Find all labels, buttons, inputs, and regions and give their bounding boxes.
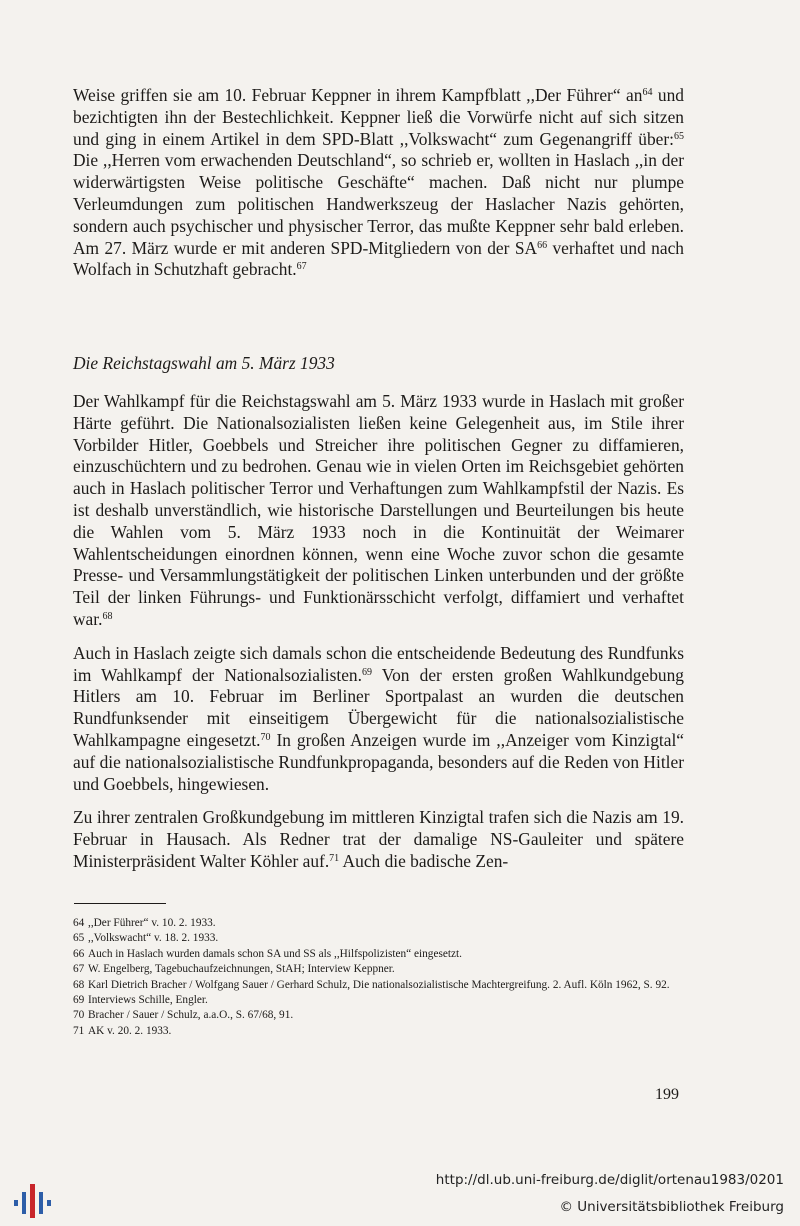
main-text-block-1 [73, 85, 684, 293]
paragraph-3: Auch in Haslach zeigte sich damals schon die entscheidende Bedeutung des Rundfunks im Wahlkampf der Nationalsozialisten.$^{69}$ Von der ersten großen Wahlkundgebung Hitlers am 10. Februar im Berliner Sportpalast an wurden die deutschen Rundfunksender mit einseitigem Übergewicht für die nationalsozialistische Wahlkampagne eingesetzt.$^{70}$ In großen Anzeigen wurde im ,,Anzeiger vom Kinzigtal“ auf die nationalsozialistische Rundfunkpropaganda, besonders auf die Reden von Hitler und Goebbels, hingewiesen. [73, 642, 684, 794]
footnote-68: 68 Karl Dietrich Bracher / Wolfgang Sauer / Gerhard Schulz, Die nationalsozialistische Machtergreifung. 2. Aufl. Köln 1962, S. 92. [73, 978, 670, 991]
main-text-block-2 [73, 391, 684, 885]
footnote-71: 71 AK v. 20. 2. 1933. [73, 1024, 172, 1037]
footnote-ref-65: 65 [674, 130, 684, 142]
footnote-ref-64: 64 [642, 87, 653, 98]
footnotes [73, 916, 685, 1039]
library-logo-icon [10, 1180, 54, 1220]
footnote-69: 69 Interviews Schille, Engler. [73, 994, 208, 1007]
page-number: 199 [655, 1086, 679, 1103]
source-url[interactable]: http://dl.ub.uni-freiburg.de/diglit/ortenau1983/0201 [435, 1172, 784, 1188]
copyright-notice: © Universitätsbibliothek Freiburg [559, 1199, 784, 1215]
footnote-ref-68: 68 [102, 610, 113, 622]
footnote-divider [74, 903, 166, 904]
footnote-66: 66 Auch in Haslach wurden damals schon SA und SS als ,,Hilfspolizisten“ eingesetzt. [73, 947, 462, 960]
footnote-67: 67 W. Engelberg, Tagebuchaufzeichnungen, StAH; Interview Keppner. [73, 963, 395, 976]
footnote-ref-70: 70 [260, 731, 271, 743]
paragraph-2: Der Wahlkampf für die Reichstagswahl am 5. März 1933 wurde in Haslach mit großer Härte geführt. Die Nationalsozialisten ließen keine Gelegenheit aus, im Stile ihrer Vorbilder Hitler, Goebbels und Streicher ihre politischen Gegner zu diffamieren, einzuschüchtern und zu bedrohen. Genau wie in vielen Orten im Reichsgebiet gehörten auch in Haslach politischer Terror und Verhaftungen zum Wahlkampfstil der Nazis. Es ist deshalb unverständlich, wie historische Darstellungen und Beurteilungen bis heute die Wahlen vom 5. März 1933 noch in die Kontinuität der Weimarer Wahlentscheidungen einordnen können, wenn eine Woche zuvor schon die gesamte Presse- und Versammlungstätigkeit der politischen Linken unterbunden und der größte Teil der linken Führungs- und Funktionärsschicht verfolgt, diffamiert und verhaftet war.$^{68}$ [73, 391, 684, 629]
paragraph-1: Weise griffen sie am 10. Februar Keppner in ihrem Kampfblatt ,,Der Führer“ $an^{64}$ und bezichtigten ihn der Bestechlichkeit. Keppner ließ die Vorwürfe nicht auf sich sitzen und ging in einem Artikel in dem SPD-Blatt ,,Volkswacht“ zum Gegenangriff über:$^{65}$ Die ,,Herren vom erwachenden Deutschland“, so schrieb er, wollten in Haslach ,,in der widerwärtigsten Weise politische Geschäfte“ machen. Daß nicht nur plumpe Verleumdungen zum politischen Handwerkszeug der Haslacher Nazis gehörten, sondern auch psychischer und physischer Terror, das mußte Keppner sehr bald erleben. Am 27. März wurde er mit anderen SPD-Mitgliedern von der SA$^{66}$ verhaftet und nach Wolfach in Schutzhaft gebracht.$^{67}$ [73, 85, 685, 280]
footnote-ref-71: 71 [329, 852, 340, 864]
footnote-ref-69: 69 [361, 666, 372, 678]
paragraph-4: Zu ihrer zentralen Großkundgebung im mittleren Kinzigtal trafen sich die Nazis am 19. Februar in Hausach. Als Redner trat der damalige NS-Gauleiter und spätere Ministerpräsident Walter Köhler auf.$^{71}$ Auch die badische Zen- [73, 807, 684, 871]
section-heading: Die Reichstagswahl am 5. März 1933 [73, 353, 335, 373]
footnote-64: 64 ,,Der Führer“ v. 10. 2. 1933. [73, 917, 216, 929]
footnote-ref-66: 66 [537, 239, 548, 251]
footnote-70: 70 Bracher / Sauer / Schulz, a.a.O., S. 67/68, 91. [73, 1009, 294, 1022]
footnote-ref-67: 67 [296, 261, 307, 273]
footnote-65: 65 ,,Volkswacht“ v. 18. 2. 1933. [73, 932, 219, 945]
